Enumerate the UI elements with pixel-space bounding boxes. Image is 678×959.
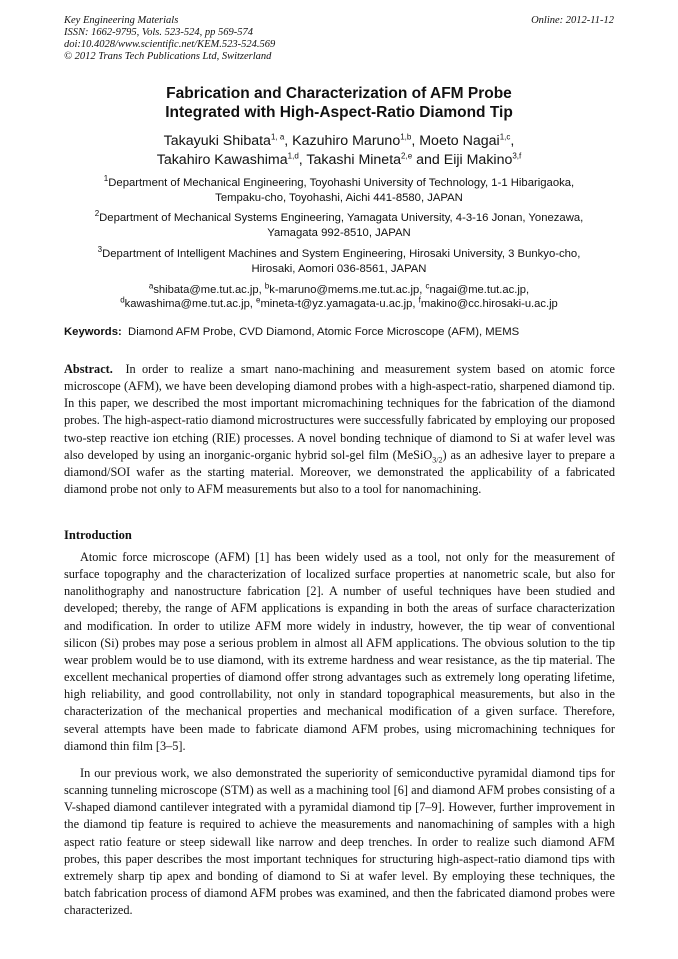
title-line-1: Fabrication and Characterization of AFM Probe	[166, 85, 512, 102]
author-sup: 3,f	[512, 151, 522, 161]
keywords-text: Diamond AFM Probe, CVD Diamond, Atomic Force Microscope (AFM), MEMS	[128, 326, 520, 338]
title-line-2: Integrated with High-Aspect-Ratio Diamond Tip	[165, 104, 513, 121]
introduction-paragraph-2	[64, 765, 615, 919]
email-link[interactable]: kawashima@me.tut.ac.jp,	[124, 298, 253, 310]
email-sup: d	[120, 295, 125, 305]
affiliation-1	[40, 176, 638, 206]
author-list: Takayuki Shibata$^{1, a}$, Kazuhiro Maruno$^{1,b}$, Moeto Nagai$^{1,c}$, Takahiro Kawashima$^{1,d}$, Takashi Mineta$^{2,e}$ and Eiji Makino$^{3,f}$	[156, 132, 522, 168]
affiliation-text: Yamagata 992-8510, JAPAN	[267, 227, 411, 239]
author-name: Takahiro Kawashima	[156, 152, 288, 168]
abstract-text: In order to realize a smart nano-machining and measurement system based on atomic force microscope (AFM), we have been developing diamond probes with a high-aspect-ratio, sharpened diamond tip. In this paper, we described the most important micromachining techniques for the fabrication of the diamond probes. The high-aspect-ratio diamond microstructures were successfully fabricated by employing our proposed two-step reactive ion etching (RIE) processes. A novel bonding technique of diamond to Si at wafer level was also developed by using an inorganic-organic hybrid sol-gel film (MeSiO	[64, 362, 615, 462]
email-link[interactable]: nagai@me.tut.ac.jp,	[429, 284, 530, 296]
affiliation-number: 3	[97, 245, 103, 255]
email-link[interactable]: k-maruno@mems.me.tut.ac.jp,	[269, 284, 423, 296]
author-sup: 1, a	[270, 132, 285, 142]
author-sup: 1,b	[400, 132, 412, 142]
email-sup: c	[425, 281, 430, 291]
email-sup: a	[148, 281, 154, 291]
affiliation-text: Tempaku-cho, Toyohashi, Aichi 441-8580, JAPAN	[215, 192, 463, 204]
keywords	[64, 325, 624, 340]
author-sup: 2,e	[401, 151, 413, 161]
paragraph-text: In our previous work, we also demonstrated the superiority of semiconductive pyramidal diamond tips for scanning tunneling microscope (STM) as well as a machining tool [6] and diamond AFM probes consisting of a V-shaped diamond cantilever integrated with a pyramidal diamond tip [7–9]. However, further improvement in the diamond tip feature is required to achieve the measurements and nanomachining of samples with a high aspect ratio feature or steep sidewall like narrow and deep trenches. In order to realize such diamond AFM probes, this paper describes the most important techniques for structuring high-aspect-ratio diamond tips with extremely sharp tip apex and bonding of diamond to Si at wafer level. By employing these techniques, the batch fabrication process of diamond AFM probes was examined, and then the fabricated diamond probes were characterized.	[64, 766, 615, 918]
journal-name: Key Engineering Materials	[64, 15, 179, 26]
affiliation-text: Department of Intelligent Machines and System Engineering, Hirosaki University, 3 Bunkyo-cho,	[102, 248, 581, 260]
section-heading-introduction: Introduction	[64, 528, 132, 542]
abstract-text: ) as an adhesive layer to prepare a diamond/SOI wafer as the starting material. Moreover, we demonstrated the applicability of a fabricated diamond probe not only to AFM measurements but also to a tool for nanomachining.	[64, 447, 615, 497]
paragraph-text: Atomic force microscope (AFM) [1] has been widely used as a tool, not only for the measurement of surface topography and the characterization of localized surface properties at nanometric scale, but also for nanolithography and nanostructure fabrication [2]. A number of useful techniques have been studied and developed; thereby, the range of AFM applications is expanding in both the areas of surface characterization and modification. In order to utilize AFM more widely in industry, however, the tip wear of conventional silicon (Si) probes may pose a serious problem in almost all AFM applications. The obvious solution to the tip wear problem would be to use diamond, with its extreme hardness and wear resistance, as the tip material. The excellent mechanical properties of diamond offer strong advantages such as extremely long operating lifetime, high reliability, and good controllability, not only in standard topographical measurements, but also in the characterization of the mechanical properties and mechanical modification of a given surface. Therefore, several attempts have been made to fabricate diamond AFM probes, using micromachining techniques for diamond thin film [3–5].	[64, 550, 615, 753]
email-sup: e	[256, 295, 261, 305]
doi-line: doi:10.4028/www.scientific.net/KEM.523-524.569	[64, 39, 276, 50]
introduction-paragraph-1	[64, 549, 615, 755]
abstract-subscript: 3/2	[432, 455, 443, 465]
paper-title	[0, 84, 678, 122]
affiliation-3	[40, 247, 638, 277]
abstract-label: Abstract.	[64, 362, 113, 376]
email-sup: b	[264, 281, 270, 291]
author-name: Kazuhiro Maruno	[292, 133, 401, 149]
author-name: Moeto Nagai	[419, 133, 500, 149]
email-link[interactable]: shibata@me.tut.ac.jp,	[153, 284, 262, 296]
author-sup: 1,d	[287, 151, 299, 161]
online-date: Online: 2012-11-12	[531, 15, 614, 26]
author-and: and	[416, 152, 440, 168]
author-sup: 1,c	[499, 132, 511, 142]
affiliation-number: 2	[94, 209, 100, 219]
abstract	[64, 361, 615, 498]
journal-header	[64, 15, 614, 63]
email-sup: f	[418, 295, 421, 305]
author-name: Takashi Mineta	[306, 152, 402, 168]
copyright-line: © 2012 Trans Tech Publications Ltd, Switzerland	[64, 51, 272, 62]
email-link[interactable]: mineta-t@yz.yamagata-u.ac.jp,	[260, 298, 416, 310]
email-link[interactable]: makino@cc.hirosaki-u.ac.jp	[420, 298, 558, 310]
affiliation-text: Department of Mechanical Systems Engineering, Yamagata University, 4-3-16 Jonan, Yonezawa,	[99, 212, 584, 224]
author-name: Eiji Makino	[443, 152, 513, 168]
affiliation-number: 1	[103, 174, 109, 184]
email-list	[30, 283, 648, 311]
affiliation-text: Hirosaki, Aomori 036-8561, JAPAN	[251, 263, 427, 275]
issn-line: ISSN: 1662-9795, Vols. 523-524, pp 569-574	[64, 27, 253, 38]
keywords-label: Keywords:	[64, 326, 122, 338]
affiliation-2	[40, 211, 638, 241]
affiliation-text: Department of Mechanical Engineering, Toyohashi University of Technology, 1-1 Hibarigaoka,	[108, 177, 575, 189]
author-name: Takayuki Shibata	[163, 133, 271, 149]
